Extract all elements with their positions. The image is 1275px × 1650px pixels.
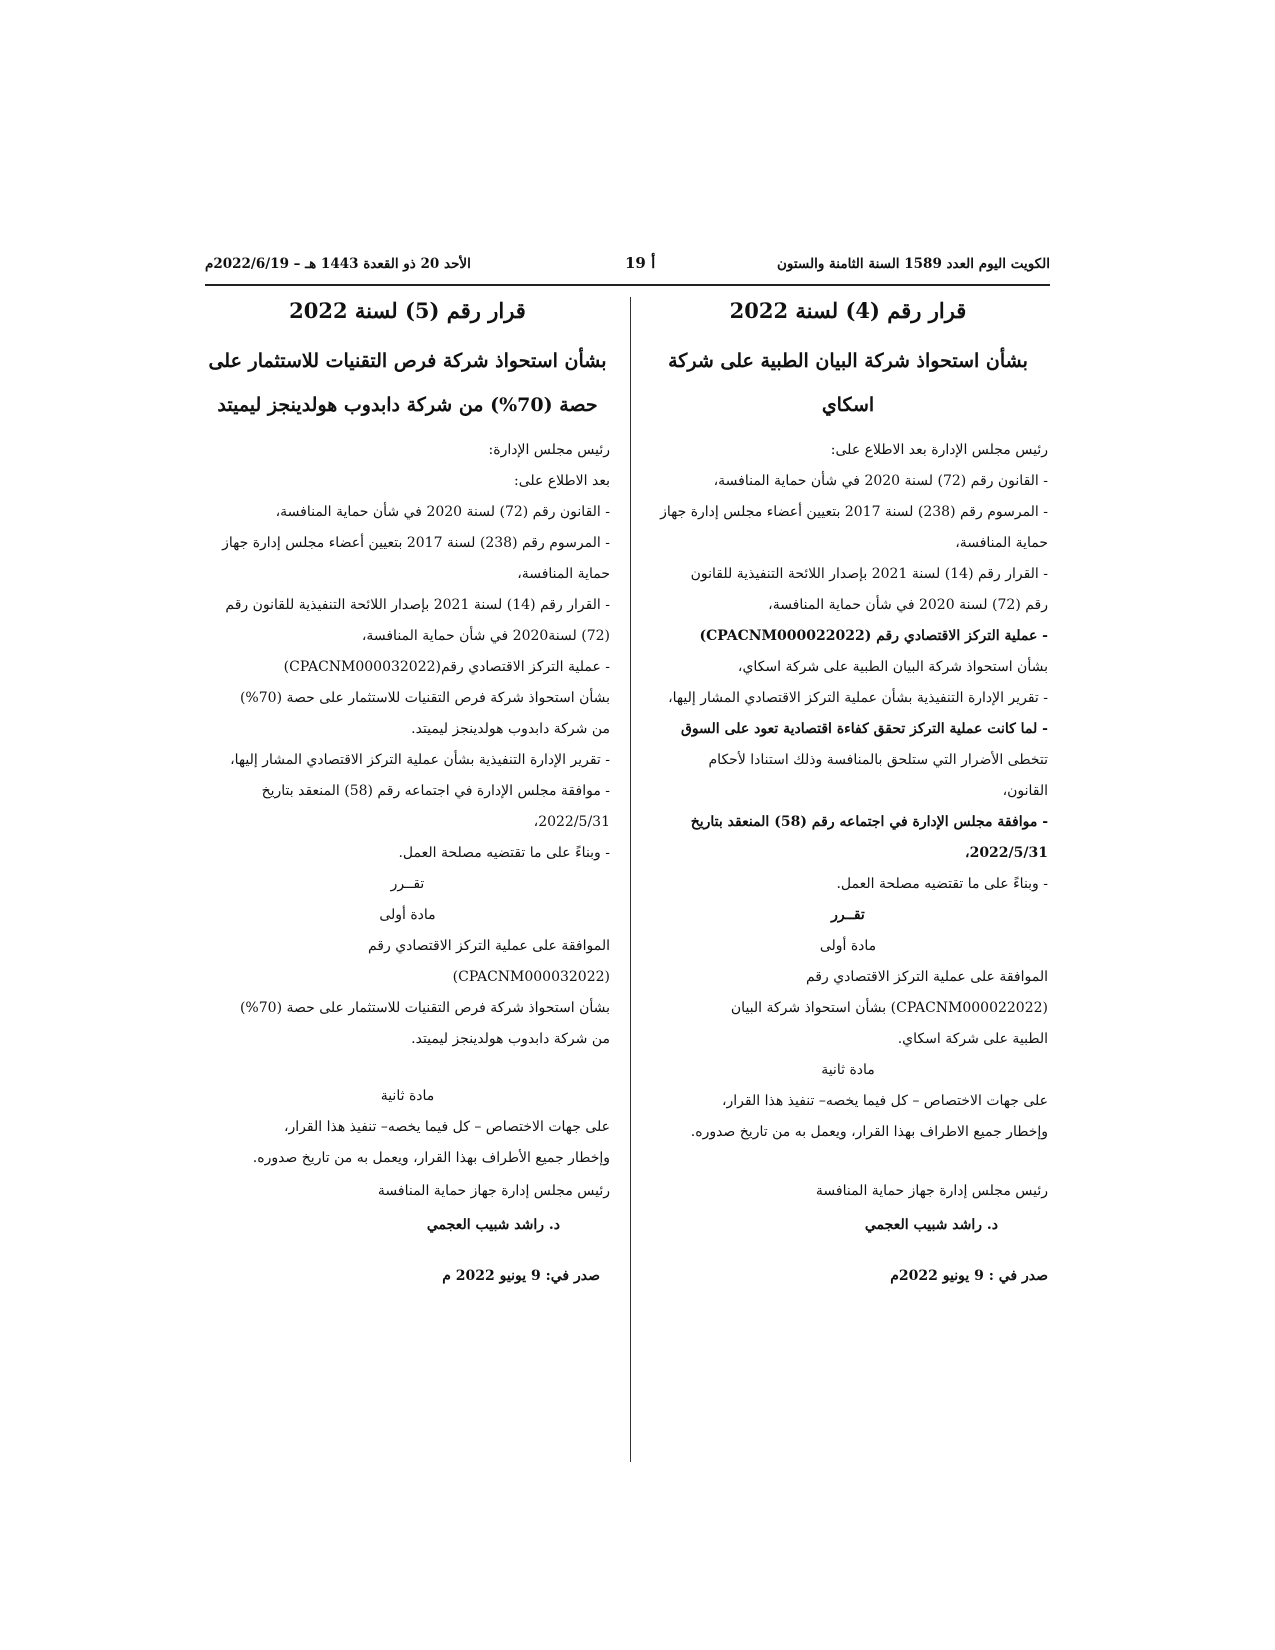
- gazette-issue: الكويت اليوم العدد 1589 السنة الثامنة والستون: [776, 256, 1050, 272]
- article-1-line: (CPACNM000032022): [452, 969, 610, 985]
- preamble-line: حماية المنافسة،: [517, 566, 610, 582]
- preamble-line: - وبناءً على ما تقتضيه مصلحة العمل.: [398, 845, 610, 861]
- preamble-line: - موافقة مجلس الإدارة في اجتماعه رقم (58) المنعقد بتاريخ: [261, 783, 610, 799]
- signatory-name: د. راشد شبيب العجمي: [426, 1217, 560, 1233]
- decision-5: [205, 298, 610, 1284]
- article-2-line: على جهات الاختصاص – كل فيما يخصه– تنفيذ هذا القرار،: [284, 1119, 610, 1135]
- issue-date-line: صدر في: 9 يونيو 2022 م: [442, 1268, 600, 1284]
- preamble-line: - تقرير الإدارة التنفيذية بشأن عملية التركز الاقتصادي المشار إليها،: [230, 752, 610, 768]
- article-1-line: الموافقة على عملية التركز الاقتصادي رقم: [367, 938, 610, 954]
- preamble-line: رقم (72) لسنة 2020 في شأن حماية المنافسة،: [768, 597, 1048, 613]
- article-1-heading: مادة أولى: [379, 907, 436, 923]
- preamble-line: - القانون رقم (72) لسنة 2020 في شأن حماية المنافسة،: [275, 504, 610, 520]
- decides-heading: تقــرر: [831, 907, 865, 923]
- preamble-line: - لما كانت عملية التركز تحقق كفاءة اقتصادية تعود على السوق: [680, 721, 1048, 737]
- preamble: [205, 435, 610, 869]
- preamble-line: 2022/5/31،: [965, 845, 1048, 861]
- decision-subject: بشأن استحواذ شركة البيان الطبية على شركة اسكاي: [668, 350, 1028, 416]
- page-header: [205, 252, 1050, 280]
- article-2-line: وإخطار جميع الأطراف بهذا القرار، ويعمل به من تاريخ صدوره.: [252, 1150, 610, 1166]
- preamble-line: 2022/5/31،: [533, 814, 610, 830]
- preamble-line: - عملية التركز الاقتصادي رقم (CPACNM000022022): [699, 628, 1048, 644]
- article-2-heading: مادة ثانية: [821, 1062, 875, 1078]
- preamble-line: (72) لسنة2020 في شأن حماية المنافسة،: [361, 628, 610, 644]
- header-rule: [205, 284, 1050, 286]
- preamble-line: - القانون رقم (72) لسنة 2020 في شأن حماية المنافسة،: [713, 473, 1048, 489]
- preamble-line: رئيس مجلس الإدارة بعد الاطلاع على:: [830, 442, 1048, 458]
- preamble: [648, 435, 1048, 900]
- article-2-line: على جهات الاختصاص – كل فيما يخصه– تنفيذ هذا القرار،: [722, 1093, 1048, 1109]
- page-number: أ 19: [625, 254, 656, 272]
- column-divider: [630, 297, 631, 1462]
- signatory-name: د. راشد شبيب العجمي: [864, 1217, 998, 1233]
- preamble-line: بشأن استحواذ شركة فرص التقنيات للاستثمار على حصة (70%): [239, 690, 610, 706]
- preamble-line: حماية المنافسة،: [955, 535, 1048, 551]
- preamble-line: القانون،: [1002, 783, 1048, 799]
- article-1-line: من شركة دابدوب هولدينجز ليميتد.: [411, 1031, 610, 1047]
- preamble-line: - المرسوم رقم (238) لسنة 2017 بتعيين أعضاء مجلس إدارة جهاز: [660, 504, 1048, 520]
- preamble-line: - القرار رقم (14) لسنة 2021 بإصدار اللائحة التنفيذية للقانون رقم: [225, 597, 610, 613]
- decision-subject-line: بشأن استحواذ شركة فرص التقنيات للاستثمار على: [208, 350, 607, 372]
- signatory-title: رئيس مجلس إدارة جهاز حماية المنافسة: [377, 1183, 610, 1199]
- preamble-line: رئيس مجلس الإدارة:: [488, 442, 610, 458]
- article-1-line: الطبية على شركة اسكاي.: [897, 1031, 1048, 1047]
- preamble-line: بعد الاطلاع على:: [514, 473, 610, 489]
- preamble-line: - المرسوم رقم (238) لسنة 2017 بتعيين أعضاء مجلس إدارة جهاز: [222, 535, 610, 551]
- issue-date: الأحد 20 ذو القعدة 1443 هـ – 2022/6/19م: [205, 256, 471, 272]
- preamble-line: بشأن استحواذ شركة البيان الطبية على شركة اسكاي،: [737, 659, 1048, 675]
- article-1-line: بشأن استحواذ شركة فرص التقنيات للاستثمار على حصة (70%): [239, 1000, 610, 1016]
- article-1-heading: مادة أولى: [819, 938, 877, 954]
- preamble-line: - تقرير الإدارة التنفيذية بشأن عملية التركز الاقتصادي المشار إليها،: [668, 690, 1048, 706]
- preamble-line: - موافقة مجلس الإدارة في اجتماعه رقم (58) المنعقد بتاريخ: [690, 814, 1048, 830]
- article-1-line: (CPACNM000022022) بشأن استحواذ شركة البيان: [730, 1000, 1048, 1016]
- preamble-line: - عملية التركز الاقتصادي رقم(CPACNM000032022): [283, 659, 610, 675]
- preamble-line: - القرار رقم (14) لسنة 2021 بإصدار اللائحة التنفيذية للقانون: [690, 566, 1048, 582]
- preamble-line: تتخطى الأضرار التي ستلحق بالمنافسة وذلك استنادا لأحكام: [708, 752, 1048, 768]
- preamble-line: - وبناءً على ما تقتضيه مصلحة العمل.: [836, 876, 1048, 892]
- decision-4: [648, 298, 1048, 1284]
- decision-subject-line: حصة (70%) من شركة دابدوب هولدينجز ليميتد: [217, 394, 598, 416]
- decision-title: قرار رقم (5) لسنة 2022: [289, 298, 526, 323]
- article-2-line: وإخطار جميع الاطراف بهذا القرار، ويعمل به من تاريخ صدوره.: [690, 1124, 1048, 1140]
- article-1-line: الموافقة على عملية التركز الاقتصادي رقم: [805, 969, 1048, 985]
- signatory-title: رئيس مجلس إدارة جهاز حماية المنافسة: [815, 1183, 1048, 1199]
- decides-heading: تقــرر: [390, 876, 425, 892]
- issue-date-line: صدر في : 9 يونيو 2022م: [890, 1268, 1048, 1284]
- decision-title: قرار رقم (4) لسنة 2022: [729, 298, 967, 323]
- article-2-heading: مادة ثانية: [380, 1088, 435, 1104]
- preamble-line: من شركة دابدوب هولدينجز ليميتد.: [411, 721, 610, 737]
